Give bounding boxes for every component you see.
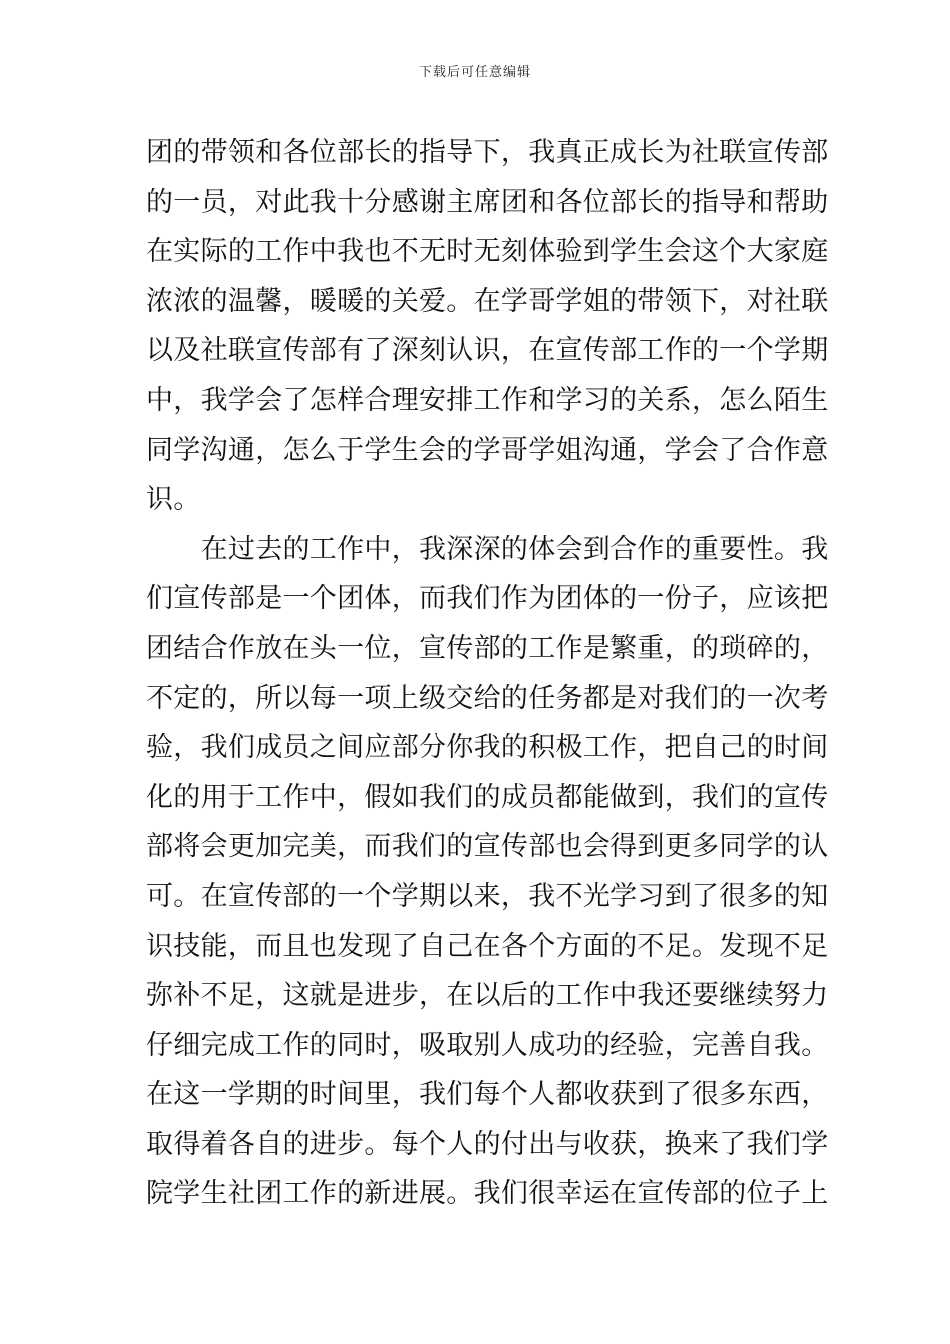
text-line: 取得着各自的进步。每个人的付出与收获，换来了我们学 bbox=[146, 1128, 829, 1160]
text-line: 仔细完成工作的同时，吸取别人成功的经验，完善自我。 bbox=[146, 1029, 829, 1061]
text-line: 团结合作放在头一位，宣传部的工作是繁重，的琐碎的， bbox=[146, 632, 829, 664]
text-line: 中，我学会了怎样合理安排工作和学习的关系，怎么陌生 bbox=[146, 384, 829, 416]
text-line: 在这一学期的时间里，我们每个人都收获到了很多东西， bbox=[146, 1079, 829, 1111]
text-line: 化的用于工作中，假如我们的成员都能做到，我们的宣传 bbox=[146, 781, 829, 813]
text-line: 可。在宣传部的一个学期以来，我不光学习到了很多的知 bbox=[146, 880, 829, 912]
text-line: 团的带领和各位部长的指导下，我真正成长为社联宣传部 bbox=[146, 137, 829, 168]
text-line: 在过去的工作中，我深深的体会到合作的重要性。我 bbox=[146, 533, 829, 565]
text-line: 在实际的工作中我也不无时无刻体验到学生会这个大家庭 bbox=[146, 236, 829, 268]
text-line: 弥补不足，这就是进步，在以后的工作中我还要继续努力 bbox=[146, 980, 829, 1012]
text-line: 部将会更加完美，而我们的宣传部也会得到更多同学的认 bbox=[146, 831, 829, 863]
text-line: 不定的，所以每一项上级交给的任务都是对我们的一次考 bbox=[146, 682, 829, 714]
page-header: 下载后可任意编辑 bbox=[418, 65, 531, 80]
document-body bbox=[146, 128, 829, 1219]
text-line: 浓浓的温馨，暖暖的关爱。在学哥学姐的带领下，对社联 bbox=[146, 285, 829, 317]
text-line: 以及社联宣传部有了深刻认识，在宣传部工作的一个学期 bbox=[146, 335, 829, 367]
text-line: 的一员，对此我十分感谢主席团和各位部长的指导和帮助 bbox=[146, 186, 829, 218]
text-line: 们宣传部是一个团体，而我们作为团体的一份子，应该把 bbox=[146, 583, 829, 615]
text-line: 院学生社团工作的新进展。我们很幸运在宣传部的位子上 bbox=[146, 1178, 829, 1210]
text-line: 验，我们成员之间应部分你我的积极工作，把自己的时间 bbox=[146, 732, 829, 764]
text-line: 识。 bbox=[146, 484, 201, 516]
text-line: 识技能，而且也发现了自己在各个方面的不足。发现不足 bbox=[146, 930, 829, 962]
text-line: 同学沟通，怎么于学生会的学哥学姐沟通，学会了合作意 bbox=[146, 434, 829, 466]
